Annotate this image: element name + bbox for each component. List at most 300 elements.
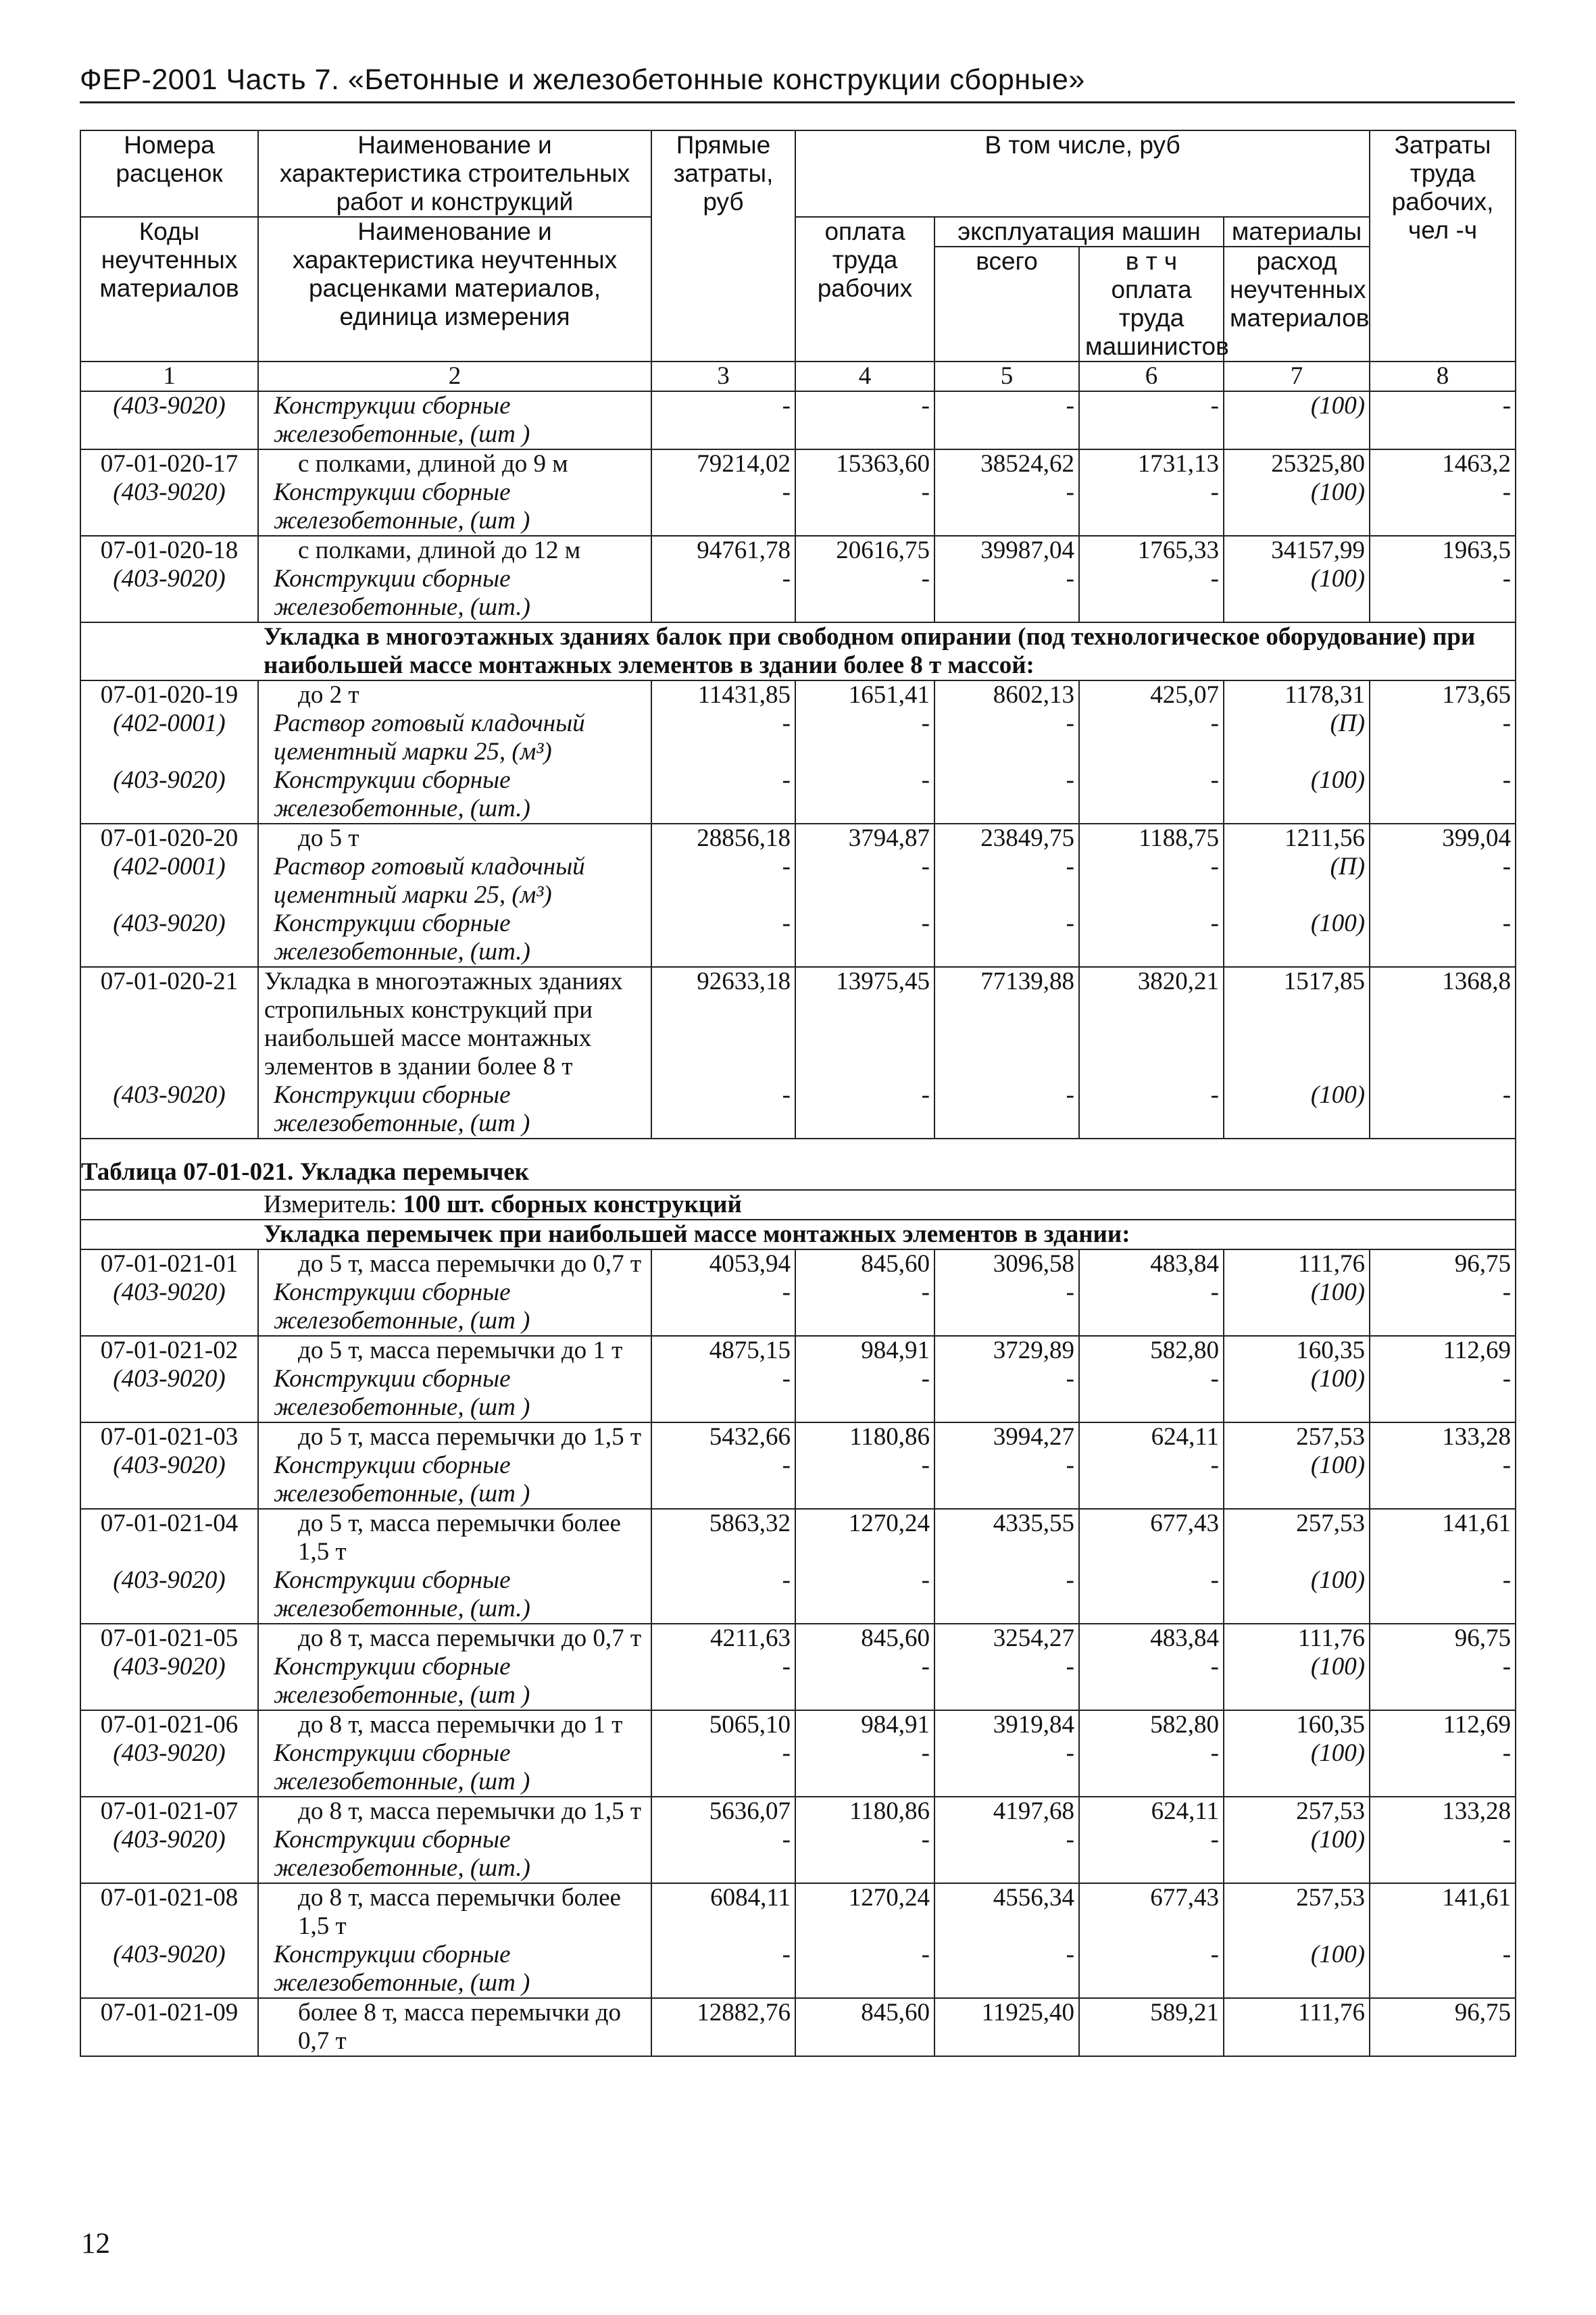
- measurement-unit: [258, 1190, 1516, 1220]
- rate-row: [80, 1422, 1516, 1451]
- material-row: [80, 1739, 1516, 1797]
- wages: 1270,24: [795, 1509, 934, 1566]
- machines-total: -: [934, 478, 1079, 536]
- material-row: [80, 1566, 1516, 1624]
- rate-name: более 8 т, масса перемычки до 0,7 т: [258, 1998, 651, 2056]
- rate-code: 07-01-021-05: [80, 1624, 258, 1653]
- direct-costs: -: [651, 391, 795, 449]
- direct-costs: 6084,11: [651, 1883, 795, 1941]
- wages: -: [795, 391, 934, 449]
- machinist-wages: -: [1079, 910, 1224, 967]
- material-usage: 111,76: [1224, 1249, 1370, 1278]
- wages: -: [795, 478, 934, 536]
- rate-code: 07-01-021-02: [80, 1336, 258, 1365]
- rate-name: до 2 т: [258, 680, 651, 710]
- rate-name: Укладка в многоэтажных зданиях стропильных конструкций при наибольшей массе монтажных элементов в здании более 8 т: [258, 967, 651, 1081]
- wages: -: [795, 1826, 934, 1883]
- machinist-wages: 425,07: [1079, 680, 1224, 710]
- material-usage: 25325,80: [1224, 449, 1370, 478]
- material-row: [80, 910, 1516, 967]
- labor-costs: -: [1370, 478, 1516, 536]
- col-num-5: 5: [934, 362, 1079, 391]
- material-usage: 1211,56: [1224, 824, 1370, 853]
- material-usage: 257,53: [1224, 1422, 1370, 1451]
- labor-costs: 133,28: [1370, 1797, 1516, 1826]
- material-name: Конструкции сборные железобетонные, (шт.): [258, 910, 651, 967]
- rate-row: [80, 1249, 1516, 1278]
- material-usage: (100): [1224, 910, 1370, 967]
- labor-costs: 141,61: [1370, 1509, 1516, 1566]
- material-row: [80, 1365, 1516, 1422]
- machines-total: 3254,27: [934, 1624, 1079, 1653]
- rate-name: до 5 т, масса перемычки до 1 т: [258, 1336, 651, 1365]
- direct-costs: -: [651, 910, 795, 967]
- material-code: (402-0001): [80, 853, 258, 910]
- labor-costs: 96,75: [1370, 1624, 1516, 1653]
- material-name: Конструкции сборные железобетонные, (шт ): [258, 1941, 651, 1998]
- labor-costs: -: [1370, 1739, 1516, 1797]
- hdr-direct-costs: Прямые затраты, руб: [651, 130, 795, 362]
- machinist-wages: -: [1079, 766, 1224, 824]
- machines-total: -: [934, 1653, 1079, 1710]
- material-usage: (100): [1224, 1826, 1370, 1883]
- material-usage: (100): [1224, 1081, 1370, 1139]
- material-usage: (100): [1224, 1365, 1370, 1422]
- col-num-8: 8: [1370, 362, 1516, 391]
- labor-costs: 1368,8: [1370, 967, 1516, 1081]
- material-code: (403-9020): [80, 1278, 258, 1336]
- hdr-machinist-wages: в т ч оплата труда машинистов: [1079, 247, 1224, 362]
- wages: 1651,41: [795, 680, 934, 710]
- material-row: [80, 1653, 1516, 1710]
- hdr-materials: материалы: [1224, 217, 1370, 247]
- machinist-wages: -: [1079, 1653, 1224, 1710]
- wages: -: [795, 1941, 934, 1998]
- machinist-wages: 483,84: [1079, 1624, 1224, 1653]
- machinist-wages: -: [1079, 1739, 1224, 1797]
- material-code: (403-9020): [80, 1365, 258, 1422]
- machines-total: 3919,84: [934, 1710, 1079, 1739]
- machines-total: -: [934, 710, 1079, 766]
- hdr-material-usage: расход неучтенных материалов: [1224, 247, 1370, 362]
- material-code: (403-9020): [80, 478, 258, 536]
- labor-costs: -: [1370, 391, 1516, 449]
- labor-costs: -: [1370, 1941, 1516, 1998]
- wages: 15363,60: [795, 449, 934, 478]
- machines-total: 77139,88: [934, 967, 1079, 1081]
- material-usage: 111,76: [1224, 1998, 1370, 2056]
- direct-costs: -: [651, 1653, 795, 1710]
- wages: 1180,86: [795, 1422, 934, 1451]
- machinist-wages: -: [1079, 1566, 1224, 1624]
- wages: -: [795, 1566, 934, 1624]
- machines-total: 38524,62: [934, 449, 1079, 478]
- wages: 845,60: [795, 1624, 934, 1653]
- machinist-wages: 582,80: [1079, 1336, 1224, 1365]
- rate-code: 07-01-021-06: [80, 1710, 258, 1739]
- labor-costs: 173,65: [1370, 680, 1516, 710]
- material-code: (403-9020): [80, 1941, 258, 1998]
- direct-costs: -: [651, 1941, 795, 1998]
- material-name: Конструкции сборные железобетонные, (шт ): [258, 391, 651, 449]
- wages: 20616,75: [795, 536, 934, 565]
- machinist-wages: -: [1079, 478, 1224, 536]
- labor-costs: 141,61: [1370, 1883, 1516, 1941]
- material-usage: 34157,99: [1224, 536, 1370, 565]
- machines-total: -: [934, 391, 1079, 449]
- labor-costs: -: [1370, 910, 1516, 967]
- direct-costs: -: [651, 1826, 795, 1883]
- rate-name: с полками, длиной до 9 м: [258, 449, 651, 478]
- material-name: Конструкции сборные железобетонные, (шт ): [258, 1739, 651, 1797]
- hdr-machines: эксплуатация машин: [934, 217, 1224, 247]
- direct-costs: 5636,07: [651, 1797, 795, 1826]
- rate-row: [80, 967, 1516, 1081]
- wages: 984,91: [795, 1710, 934, 1739]
- machinist-wages: -: [1079, 1081, 1224, 1139]
- rate-name: до 5 т: [258, 824, 651, 853]
- material-name: Конструкции сборные железобетонные, (шт ): [258, 1653, 651, 1710]
- machines-total: -: [934, 910, 1079, 967]
- labor-costs: 96,75: [1370, 1998, 1516, 2056]
- running-title: ФЕР-2001 Часть 7. «Бетонные и железобетонные конструкции сборные»: [80, 64, 1085, 96]
- machines-total: -: [934, 766, 1079, 824]
- direct-costs: 5863,32: [651, 1509, 795, 1566]
- material-row: [80, 565, 1516, 622]
- rate-row: [80, 680, 1516, 710]
- page-number: 12: [81, 2228, 110, 2260]
- rate-name: до 5 т, масса перемычки до 1,5 т: [258, 1422, 651, 1451]
- material-row: [80, 766, 1516, 824]
- col-num-7: 7: [1224, 362, 1370, 391]
- rate-name: до 5 т, масса перемычки до 0,7 т: [258, 1249, 651, 1278]
- material-usage: 257,53: [1224, 1797, 1370, 1826]
- header-rule: [80, 101, 1515, 103]
- rate-row: [80, 1509, 1516, 1566]
- rate-code: 07-01-021-09: [80, 1998, 258, 2056]
- labor-costs: -: [1370, 1826, 1516, 1883]
- machinist-wages: 677,43: [1079, 1509, 1224, 1566]
- direct-costs: -: [651, 478, 795, 536]
- measurement-prefix: Измеритель:: [264, 1191, 403, 1218]
- measurement-value: 100 шт. сборных конструкций: [403, 1191, 742, 1218]
- rate-row: [80, 1710, 1516, 1739]
- machines-total: -: [934, 1451, 1079, 1509]
- col-num-4: 4: [795, 362, 934, 391]
- machines-total: 3994,27: [934, 1422, 1079, 1451]
- machines-total: 8602,13: [934, 680, 1079, 710]
- col-num-3: 3: [651, 362, 795, 391]
- machines-total: 39987,04: [934, 536, 1079, 565]
- hdr-including: В том числе, руб: [795, 130, 1370, 217]
- wages: -: [795, 710, 934, 766]
- material-usage: 257,53: [1224, 1509, 1370, 1566]
- material-name: Конструкции сборные железобетонные, (шт ): [258, 1081, 651, 1139]
- machines-total: 3096,58: [934, 1249, 1079, 1278]
- machines-total: 23849,75: [934, 824, 1079, 853]
- labor-costs: 1463,2: [1370, 449, 1516, 478]
- col-num-2: 2: [258, 362, 651, 391]
- labor-costs: 399,04: [1370, 824, 1516, 853]
- material-name: Конструкции сборные железобетонные, (шт.): [258, 1826, 651, 1883]
- machinist-wages: -: [1079, 853, 1224, 910]
- labor-costs: -: [1370, 1653, 1516, 1710]
- rate-code: 07-01-020-21: [80, 967, 258, 1081]
- material-usage: (100): [1224, 1451, 1370, 1509]
- material-row: [80, 853, 1516, 910]
- material-usage: 1178,31: [1224, 680, 1370, 710]
- labor-costs: -: [1370, 1278, 1516, 1336]
- material-usage: 160,35: [1224, 1336, 1370, 1365]
- rate-row: [80, 1998, 1516, 2056]
- material-usage: (100): [1224, 391, 1370, 449]
- material-usage: (100): [1224, 1653, 1370, 1710]
- machinist-wages: 589,21: [1079, 1998, 1224, 2056]
- wages: -: [795, 910, 934, 967]
- direct-costs: 4875,15: [651, 1336, 795, 1365]
- machinist-wages: 582,80: [1079, 1710, 1224, 1739]
- material-name: Конструкции сборные железобетонные, (шт ): [258, 478, 651, 536]
- direct-costs: 94761,78: [651, 536, 795, 565]
- direct-costs: 28856,18: [651, 824, 795, 853]
- machines-total: 4335,55: [934, 1509, 1079, 1566]
- direct-costs: -: [651, 1278, 795, 1336]
- material-code: (403-9020): [80, 391, 258, 449]
- material-usage: 257,53: [1224, 1883, 1370, 1941]
- wages: -: [795, 565, 934, 622]
- wages: 1180,86: [795, 1797, 934, 1826]
- direct-costs: -: [651, 565, 795, 622]
- machinist-wages: -: [1079, 1826, 1224, 1883]
- machines-total: -: [934, 565, 1079, 622]
- machines-total: -: [934, 1365, 1079, 1422]
- machines-total: -: [934, 1941, 1079, 1998]
- direct-costs: -: [651, 710, 795, 766]
- material-usage: (100): [1224, 478, 1370, 536]
- hdr-material-name: Наименование и характеристика неучтенных расценками материалов, единица измерения: [258, 217, 651, 362]
- rate-code: 07-01-020-17: [80, 449, 258, 478]
- wages: 845,60: [795, 1249, 934, 1278]
- col-num-1: 1: [80, 362, 258, 391]
- material-name: Раствор готовый кладочный цементный марки 25, (м³): [258, 853, 651, 910]
- wages: -: [795, 1365, 934, 1422]
- material-usage: (100): [1224, 766, 1370, 824]
- machinist-wages: 677,43: [1079, 1883, 1224, 1941]
- hdr-machines-total: всего: [934, 247, 1079, 362]
- direct-costs: 5065,10: [651, 1710, 795, 1739]
- labor-costs: -: [1370, 710, 1516, 766]
- direct-costs: 11431,85: [651, 680, 795, 710]
- machines-total: 3729,89: [934, 1336, 1079, 1365]
- wages: 845,60: [795, 1998, 934, 2056]
- machinist-wages: 1765,33: [1079, 536, 1224, 565]
- material-code: (403-9020): [80, 910, 258, 967]
- labor-costs: -: [1370, 766, 1516, 824]
- machinist-wages: -: [1079, 1941, 1224, 1998]
- labor-costs: -: [1370, 1365, 1516, 1422]
- labor-costs: 133,28: [1370, 1422, 1516, 1451]
- machines-total: -: [934, 1826, 1079, 1883]
- material-code: (403-9020): [80, 1451, 258, 1509]
- rate-code: 07-01-020-20: [80, 824, 258, 853]
- rate-name: до 8 т, масса перемычки до 1 т: [258, 1710, 651, 1739]
- rates-table: [80, 130, 1516, 2057]
- material-code: (403-9020): [80, 1653, 258, 1710]
- material-usage: (П): [1224, 710, 1370, 766]
- direct-costs: 4211,63: [651, 1624, 795, 1653]
- rate-row: [80, 1336, 1516, 1365]
- labor-costs: -: [1370, 565, 1516, 622]
- machinist-wages: 483,84: [1079, 1249, 1224, 1278]
- material-usage: (100): [1224, 1941, 1370, 1998]
- material-usage: (П): [1224, 853, 1370, 910]
- material-usage: 111,76: [1224, 1624, 1370, 1653]
- material-code: (403-9020): [80, 1081, 258, 1139]
- machinist-wages: -: [1079, 565, 1224, 622]
- material-usage: 160,35: [1224, 1710, 1370, 1739]
- rate-code: 07-01-021-03: [80, 1422, 258, 1451]
- direct-costs: -: [651, 1739, 795, 1797]
- rate-code: 07-01-020-19: [80, 680, 258, 710]
- rate-row: [80, 1797, 1516, 1826]
- material-code: (403-9020): [80, 565, 258, 622]
- material-row: [80, 391, 1516, 449]
- rate-row: [80, 1883, 1516, 1941]
- rate-code: 07-01-020-18: [80, 536, 258, 565]
- section-lintels: Укладка перемычек при наибольшей массе монтажных элементов в здании:: [258, 1220, 1516, 1249]
- material-code: (403-9020): [80, 1566, 258, 1624]
- wages: 984,91: [795, 1336, 934, 1365]
- wages: -: [795, 1278, 934, 1336]
- material-row: [80, 1451, 1516, 1509]
- direct-costs: -: [651, 766, 795, 824]
- direct-costs: -: [651, 1365, 795, 1422]
- labor-costs: 96,75: [1370, 1249, 1516, 1278]
- rate-row: [80, 536, 1516, 565]
- material-row: [80, 1278, 1516, 1336]
- labor-costs: 112,69: [1370, 1710, 1516, 1739]
- machinist-wages: -: [1079, 1365, 1224, 1422]
- labor-costs: -: [1370, 1566, 1516, 1624]
- material-row: [80, 1826, 1516, 1883]
- rate-code: 07-01-021-08: [80, 1883, 258, 1941]
- material-name: Конструкции сборные железобетонные, (шт ): [258, 1278, 651, 1336]
- wages: -: [795, 1739, 934, 1797]
- machinist-wages: -: [1079, 391, 1224, 449]
- machinist-wages: 624,11: [1079, 1422, 1224, 1451]
- direct-costs: -: [651, 853, 795, 910]
- machines-total: -: [934, 1081, 1079, 1139]
- machines-total: -: [934, 1566, 1079, 1624]
- hdr-labor-costs: Затраты труда рабочих, чел -ч: [1370, 130, 1516, 362]
- wages: -: [795, 1081, 934, 1139]
- material-usage: (100): [1224, 565, 1370, 622]
- labor-costs: -: [1370, 853, 1516, 910]
- machines-total: -: [934, 853, 1079, 910]
- wages: 13975,45: [795, 967, 934, 1081]
- material-name: Раствор готовый кладочный цементный марки 25, (м³): [258, 710, 651, 766]
- rate-name: с полками, длиной до 12 м: [258, 536, 651, 565]
- machinist-wages: 3820,21: [1079, 967, 1224, 1081]
- rate-row: [80, 824, 1516, 853]
- material-row: [80, 1081, 1516, 1139]
- material-name: Конструкции сборные железобетонные, (шт.): [258, 1566, 651, 1624]
- direct-costs: -: [651, 1081, 795, 1139]
- material-code: (403-9020): [80, 766, 258, 824]
- labor-costs: 1963,5: [1370, 536, 1516, 565]
- direct-costs: 5432,66: [651, 1422, 795, 1451]
- material-row: [80, 710, 1516, 766]
- rate-row: [80, 1624, 1516, 1653]
- wages: 1270,24: [795, 1883, 934, 1941]
- rate-name: до 8 т, масса перемычки до 0,7 т: [258, 1624, 651, 1653]
- material-row: [80, 1941, 1516, 1998]
- material-name: Конструкции сборные железобетонные, (шт ): [258, 1365, 651, 1422]
- direct-costs: 4053,94: [651, 1249, 795, 1278]
- labor-costs: -: [1370, 1451, 1516, 1509]
- wages: 3794,87: [795, 824, 934, 853]
- wages: -: [795, 853, 934, 910]
- hdr-material-codes: Коды неучтенных материалов: [80, 217, 258, 362]
- table-title: Таблица 07-01-021. Укладка перемычек: [80, 1139, 1516, 1190]
- machinist-wages: -: [1079, 710, 1224, 766]
- hdr-rate-numbers: Номера расценок: [80, 130, 258, 217]
- labor-costs: -: [1370, 1081, 1516, 1139]
- direct-costs: -: [651, 1451, 795, 1509]
- rate-code: 07-01-021-07: [80, 1797, 258, 1826]
- machinist-wages: -: [1079, 1278, 1224, 1336]
- material-row: [80, 478, 1516, 536]
- rate-code: 07-01-021-01: [80, 1249, 258, 1278]
- material-usage: (100): [1224, 1739, 1370, 1797]
- rate-code: 07-01-021-04: [80, 1509, 258, 1566]
- machinist-wages: 624,11: [1079, 1797, 1224, 1826]
- direct-costs: 79214,02: [651, 449, 795, 478]
- material-name: Конструкции сборные железобетонные, (шт.): [258, 766, 651, 824]
- hdr-work-name: Наименование и характеристика строительных работ и конструкций: [258, 130, 651, 217]
- material-code: (403-9020): [80, 1826, 258, 1883]
- wages: -: [795, 1653, 934, 1710]
- machines-total: -: [934, 1739, 1079, 1797]
- machinist-wages: -: [1079, 1451, 1224, 1509]
- wages: -: [795, 1451, 934, 1509]
- rate-name: до 8 т, масса перемычки до 1,5 т: [258, 1797, 651, 1826]
- machines-total: -: [934, 1278, 1079, 1336]
- col-num-6: 6: [1079, 362, 1224, 391]
- machines-total: 4556,34: [934, 1883, 1079, 1941]
- material-usage: (100): [1224, 1278, 1370, 1336]
- machines-total: 4197,68: [934, 1797, 1079, 1826]
- machines-total: 11925,40: [934, 1998, 1079, 2056]
- rate-row: [80, 449, 1516, 478]
- wages: -: [795, 766, 934, 824]
- labor-costs: 112,69: [1370, 1336, 1516, 1365]
- direct-costs: 12882,76: [651, 1998, 795, 2056]
- material-code: (403-9020): [80, 1739, 258, 1797]
- machinist-wages: 1188,75: [1079, 824, 1224, 853]
- section-beams: Укладка в многоэтажных зданиях балок при свободном опирании (под технологическое оборудование) при наибольшей массе монтажных элементов в здании более 8 т массой:: [258, 622, 1516, 680]
- hdr-wages: оплата труда рабочих: [795, 217, 934, 362]
- rate-name: до 8 т, масса перемычки более 1,5 т: [258, 1883, 651, 1941]
- machinist-wages: 1731,13: [1079, 449, 1224, 478]
- material-code: (402-0001): [80, 710, 258, 766]
- direct-costs: -: [651, 1566, 795, 1624]
- direct-costs: 92633,18: [651, 967, 795, 1081]
- material-usage: 1517,85: [1224, 967, 1370, 1081]
- material-name: Конструкции сборные железобетонные, (шт ): [258, 1451, 651, 1509]
- material-name: Конструкции сборные железобетонные, (шт.): [258, 565, 651, 622]
- material-usage: (100): [1224, 1566, 1370, 1624]
